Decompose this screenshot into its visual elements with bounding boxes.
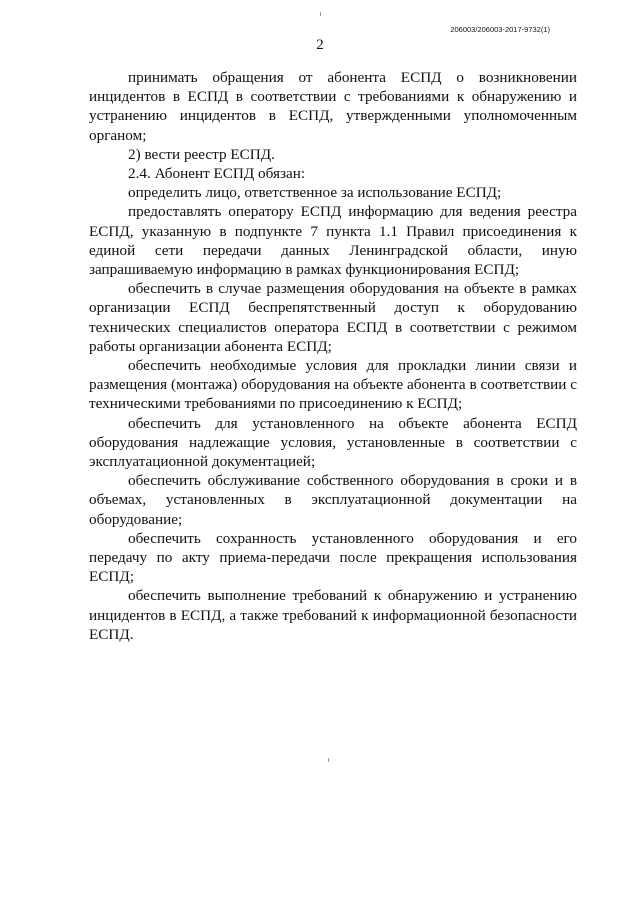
paragraph: обеспечить обслуживание собственного оборудования в сроки и в объемах, установленных в эксплуатационной документации на оборудование;: [89, 472, 577, 528]
scan-mark: [320, 12, 321, 16]
paragraph: обеспечить для установленного на объекте абонента ЕСПД оборудования надлежащие условия, установленные в соответствии с эксплуатационной документацией;: [89, 414, 577, 471]
paragraph: принимать обращения от абонента ЕСПД о возникновении инцидентов в ЕСПД в соответствии с требованиями к обнаружению и устранению инцидентов в ЕСПД, утвержденными уполномоченным органом;: [89, 69, 577, 144]
document-id: 206003/206003-2017-9732(1): [450, 25, 550, 34]
paragraph: 2.4. Абонент ЕСПД обязан:: [128, 165, 306, 183]
document-body: [89, 68, 577, 644]
paragraph: обеспечить необходимые условия для прокладки линии связи и размещения (монтажа) оборудования на объекте абонента в соответствии с техническими требованиями по присоединению к ЕСПД;: [89, 357, 577, 413]
scan-mark: [328, 758, 329, 762]
paragraph: определить лицо, ответственное за использование ЕСПД;: [128, 184, 502, 202]
paragraph: предоставлять оператору ЕСПД информацию для ведения реестра ЕСПД, указанную в подпункте 7 пункта 1.1 Правил присоединения к единой сети передачи данных Ленинградской области, иную запрашиваемую информацию в рамках функционирования ЕСПД;: [89, 203, 577, 279]
paragraph: обеспечить выполнение требований к обнаружению и устранению инцидентов в ЕСПД, а также требований к информационной безопасности ЕСПД.: [89, 587, 577, 643]
paragraph: обеспечить в случае размещения оборудования на объекте в рамках организации ЕСПД беспрепятственный доступ к оборудованию технических специалистов оператора ЕСПД в соответствии с режимом работы организации абонента ЕСПД;: [89, 280, 577, 355]
paragraph: 2) вести реестр ЕСПД.: [128, 145, 275, 163]
paragraph: обеспечить сохранность установленного оборудования и его передачу по акту приема-передачи после прекращения использования ЕСПД;: [89, 529, 577, 586]
page-number: 2: [316, 37, 324, 53]
